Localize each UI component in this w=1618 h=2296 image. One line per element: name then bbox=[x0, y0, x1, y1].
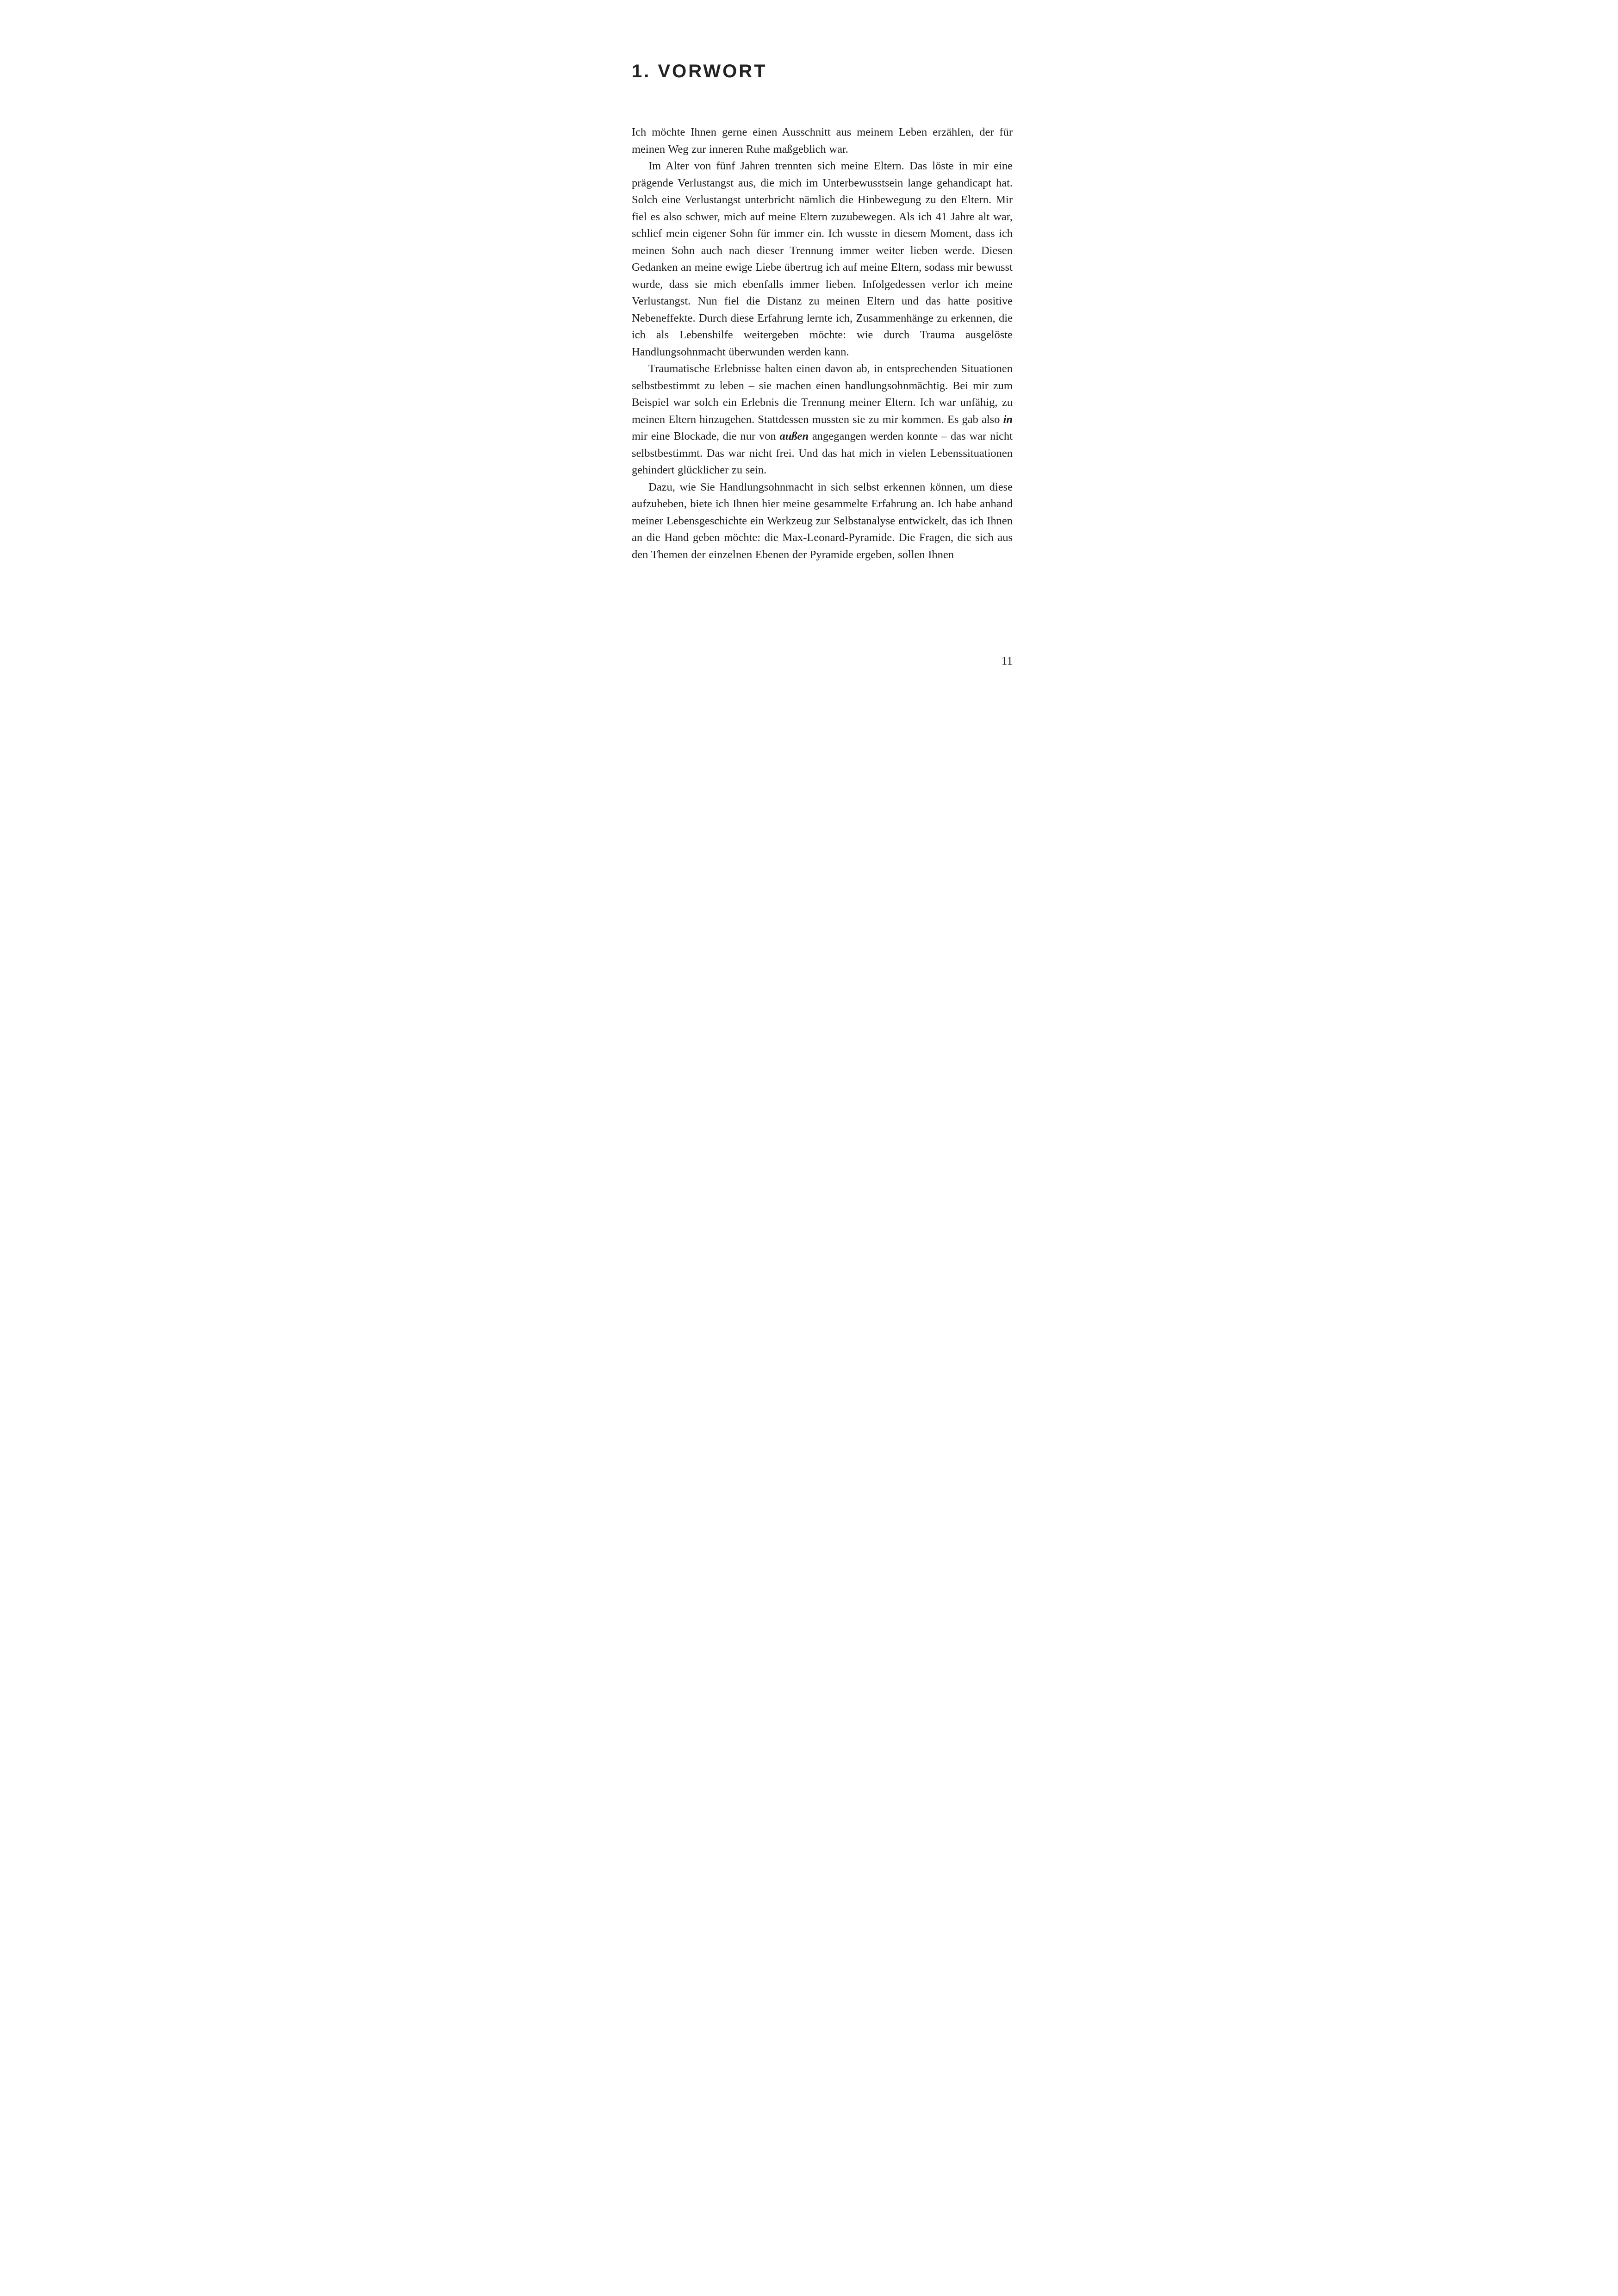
paragraph bbox=[632, 479, 1013, 564]
chapter-title: 1. VORWORT bbox=[632, 61, 767, 81]
page-number: 11 bbox=[1001, 655, 1013, 667]
text-run: Im Alter von fünf Jahren trennten sich meine Eltern. Das löste in mir eine prägende Verlustangst aus, die mich im Unterbewusstsein lange gehandicapt hat. Solch eine Verlustangst unterbricht nämlich die Hinbewegung zu den Eltern. Mir fiel es also schwer, mich auf meine Eltern zuzubewegen. Als ich 41 Jahre alt war, schlief mein eigener Sohn für immer ein. Ich wusste in diesem Moment, dass ich meinen Sohn auch nach dieser Trennung immer weiter lieben werde. Diesen Gedanken an meine ewige Liebe übertrug ich auf meine Eltern, sodass mir bewusst wurde, dass sie mich ebenfalls immer lieben. Infolgedessen verlor ich meine Verlustangst. Nun fiel die Distanz zu meinen Eltern und das hatte positive Nebeneffekte. Durch diese Erfahrung lernte ich, Zusammenhänge zu erkennen, die ich als Lebenshilfe weitergeben möchte: wie durch Trauma ausgelöste Handlungsohnmacht überwunden werden kann. bbox=[632, 160, 1013, 358]
emphasized-word: in bbox=[1003, 413, 1013, 426]
text-run: Traumatische Erlebnisse halten einen davon ab, in entsprechenden Situationen selbstbestimmt zu leben – sie machen einen handlungsohnmächtig. Bei mir zum Beispiel war solch ein Erlebnis die Trennung meiner Eltern. Ich war unfähig, zu meinen Eltern hinzugehen. Stattdessen mussten sie zu mir kommen. Es gab also bbox=[632, 362, 1013, 426]
page-content bbox=[632, 61, 1013, 563]
text-run: angegangen werden konnte – das war nicht selbstbestimmt. Das war nicht frei. Und das hat mich in vielen Lebenssituationen gehindert glücklicher zu sein. bbox=[632, 430, 1013, 476]
text-run: mir eine Blockade, die nur von bbox=[632, 430, 780, 442]
paragraph bbox=[632, 361, 1013, 479]
text-run: Dazu, wie Sie Handlungsohnmacht in sich selbst erkennen können, um diese aufzuheben, biete ich Ihnen hier meine gesammelte Erfahrung an. Ich habe anhand meiner Lebensgeschichte ein Werkzeug zur Selbstanalyse entwickelt, das ich Ihnen an die Hand geben möchte: die Max-Leonard-Pyramide. Die Fragen, die sich aus den Themen der einzelnen Ebenen der Pyramide ergeben, sollen Ihnen bbox=[632, 480, 1013, 561]
emphasized-word: außen bbox=[779, 430, 809, 442]
paragraph bbox=[632, 158, 1013, 361]
book-page bbox=[554, 0, 1064, 722]
paragraph bbox=[632, 124, 1013, 158]
body-text bbox=[632, 124, 1013, 563]
text-run: Ich möchte Ihnen gerne einen Ausschnitt aus meinem Leben erzählen, der für meinen Weg zur inneren Ruhe maßgeblich war. bbox=[632, 126, 1013, 156]
